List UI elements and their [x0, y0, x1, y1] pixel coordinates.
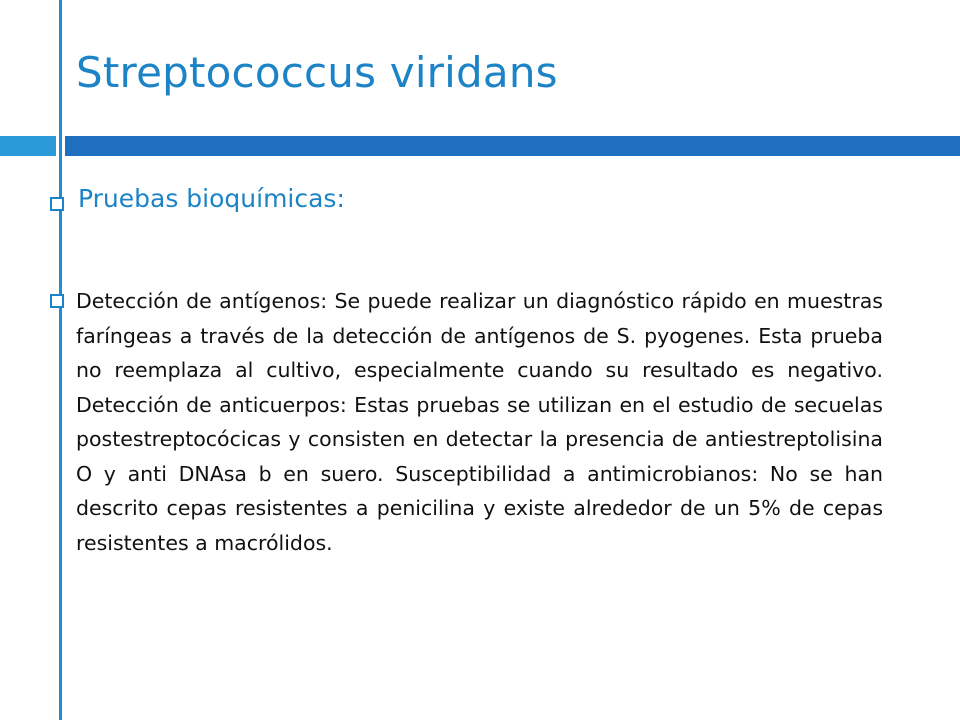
hollow-square-bullet-icon: [50, 294, 64, 308]
section-heading: Pruebas bioquímicas:: [78, 184, 345, 213]
hollow-square-bullet-icon: [50, 197, 64, 211]
header-bar-right-segment: [65, 136, 960, 156]
body-paragraph: Detección de antígenos: Se puede realizar un diagnóstico rápido en muestras faríngeas a través de la detección de antígenos de S. pyogenes. Esta prueba no reemplaza al cultivo, especialmente cuando su resultado es negativo. Detección de anticuerpos: Estas pruebas se utilizan en el estudio de secuelas postestreptocócicas y consisten en detectar la presencia de antiestreptolisina O y anti DNAsa b en suero. Susceptibilidad a antimicrobianos: No se han descrito cepas resistentes a penicilina y existe alrededor de un 5% de cepas resistentes a macrólidos.: [76, 289, 883, 555]
slide-title: Streptococcus viridans: [76, 48, 558, 97]
header-bar-left-segment: [0, 136, 56, 156]
vertical-divider-line: [59, 0, 62, 720]
